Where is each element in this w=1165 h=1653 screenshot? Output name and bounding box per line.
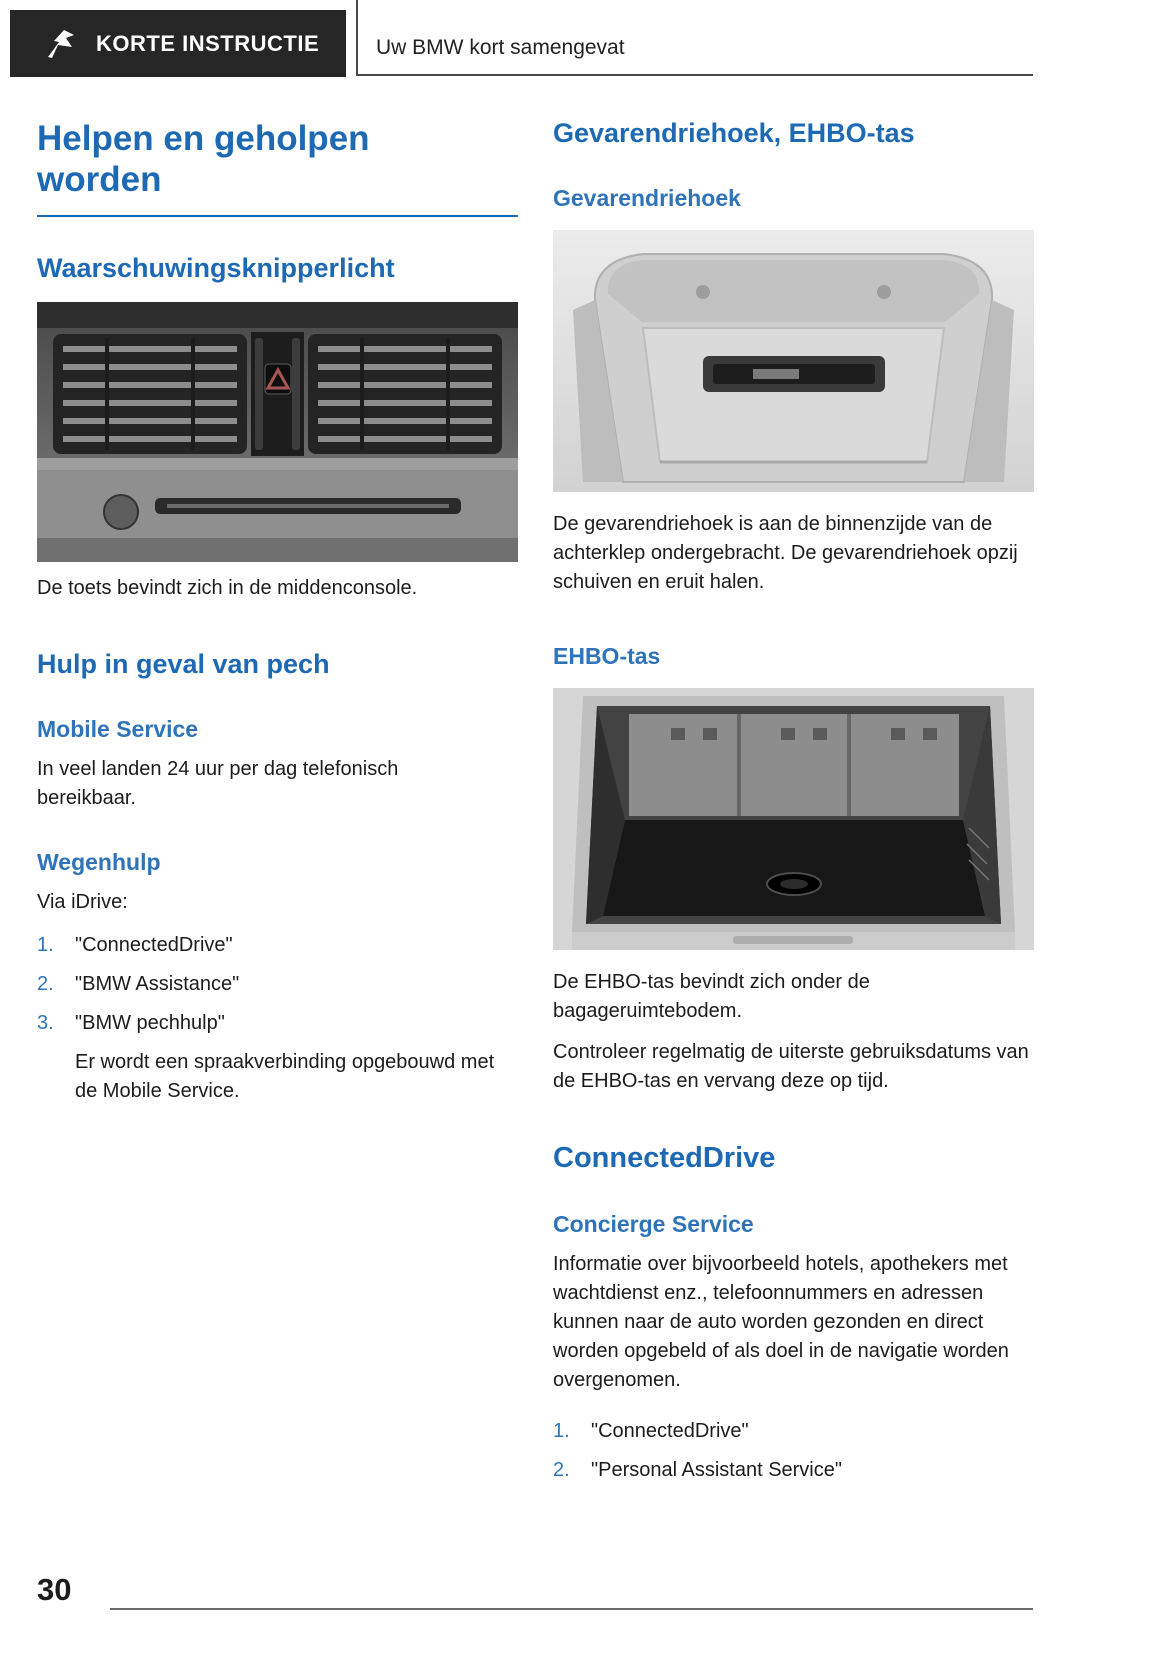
wegenhulp-steps — [37, 931, 518, 1038]
console-photo — [37, 302, 518, 562]
tailgate-photo — [553, 230, 1034, 492]
wegenhulp-intro: Via iDrive: — [37, 890, 128, 913]
left-column — [37, 118, 518, 1106]
header-subtitle: Uw BMW kort samengevat — [376, 36, 625, 59]
section-badge — [10, 10, 346, 77]
header-rule — [356, 74, 1033, 76]
heading-ehbo-tas: EHBO-tas — [553, 643, 661, 669]
heading-concierge-service: Concierge Service — [553, 1211, 754, 1237]
concierge-text: Informatie over bijvoorbeeld hotels, apothekers met wachtdienst enz., telefoonnummers en adressen kunnen naar de auto worden gezonden en direct worden opgebeld of als doel in de navigatie worden overgenomen. — [553, 1253, 1009, 1391]
list-label: "Personal Assistant Service" — [591, 1459, 842, 1481]
right-column — [553, 118, 1034, 1495]
list-label: "ConnectedDrive" — [75, 933, 233, 956]
list-number: 2. — [37, 972, 54, 995]
quick-instruction-arrow-icon — [44, 27, 78, 61]
wegenhulp-note: Er wordt een spraakverbinding opgebouwd met de Mobile Service. — [75, 1050, 495, 1102]
list-label: "ConnectedDrive" — [591, 1420, 749, 1442]
console-caption: De toets bevindt zich in de middenconsole. — [37, 576, 418, 599]
list-label: "BMW pechhulp" — [75, 1011, 225, 1034]
heading-wegenhulp: Wegenhulp — [37, 848, 161, 875]
heading-gevarendriehoek-ehbo-tas: Gevarendriehoek, EHBO-tas — [553, 118, 915, 148]
title-underline — [37, 215, 518, 217]
list-label: "BMW Assistance" — [75, 972, 240, 995]
heading-connecteddrive: ConnectedDrive — [553, 1142, 776, 1174]
list-number: 1. — [553, 1420, 570, 1442]
section-badge-label: KORTE INSTRUCTIE — [96, 30, 320, 56]
mobile-service-text: In veel landen 24 uur per dag telefonisch bereikbaar. — [37, 757, 399, 809]
list-item — [553, 1456, 1034, 1485]
heading-gevarendriehoek: Gevarendriehoek — [553, 185, 741, 211]
list-item — [37, 1009, 518, 1038]
heading-waarschuwingsknipperlicht: Waarschuwingsknipperlicht — [37, 252, 395, 283]
ehbo-text-2: Controleer regelmatig de uiterste gebruiksdatums van de EHBO-tas en vervang deze op tijd. — [553, 1041, 1029, 1092]
footer-rule — [110, 1608, 1033, 1610]
page-number: 30 — [37, 1572, 72, 1607]
ehbo-text-1: De EHBO-tas bevindt zich onder de bagageruimtebodem. — [553, 971, 870, 1022]
page-title: Helpen en geholpen worden — [37, 119, 370, 200]
list-number: 3. — [37, 1011, 54, 1034]
list-item — [553, 1417, 1034, 1446]
list-item — [37, 931, 518, 960]
list-number: 1. — [37, 933, 54, 956]
heading-hulp-in-geval-van-pech: Hulp in geval van pech — [37, 648, 330, 679]
list-item — [37, 970, 518, 999]
gevarendriehoek-text: De gevarendriehoek is aan de binnenzijde van de achterklep ondergebracht. De gevarendriehoek opzij schuiven en eruit halen. — [553, 513, 1018, 593]
list-number: 2. — [553, 1459, 570, 1481]
header-divider-vertical — [356, 0, 358, 76]
connecteddrive-steps — [553, 1417, 1034, 1485]
luggage-compartment-photo — [553, 688, 1034, 950]
heading-mobile-service: Mobile Service — [37, 715, 199, 742]
